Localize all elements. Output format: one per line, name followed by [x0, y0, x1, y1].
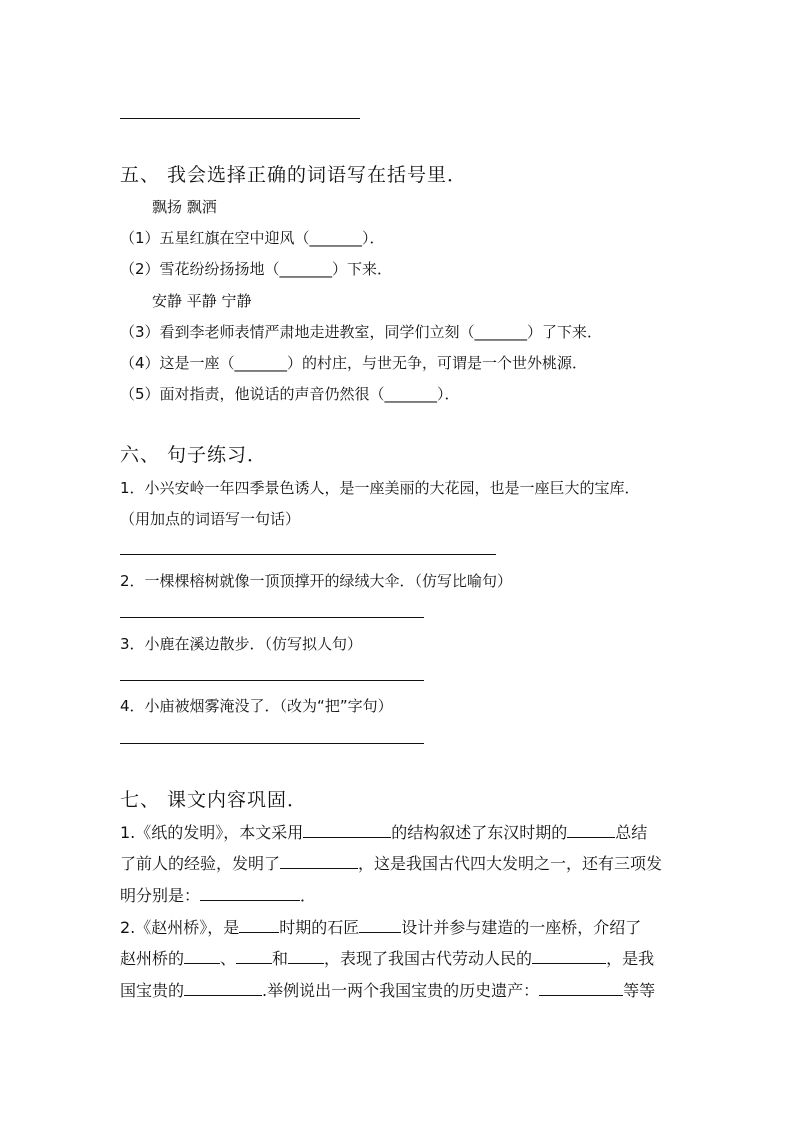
text: 2.《赵州桥》，是 — [120, 918, 240, 937]
blank[interactable] — [184, 949, 220, 964]
blank[interactable] — [236, 949, 272, 964]
blank[interactable] — [539, 981, 623, 996]
blank[interactable] — [303, 823, 391, 838]
text: 、 — [220, 949, 237, 968]
section-7-title: 七、 课文内容巩固． — [120, 789, 308, 811]
text: 赵州桥的 — [120, 949, 185, 968]
question-6-3: 3．小鹿在溪边散步．（仿写拟人句） — [120, 635, 363, 653]
question-7-1-line2 — [120, 851, 662, 874]
word-options-b: 安静 平静 宁静 — [152, 292, 252, 310]
text: 1.《纸的发明》，本文采用 — [120, 823, 304, 842]
text: 国宝贵的 — [120, 981, 185, 1000]
word-options-a: 飘扬 飘洒 — [152, 198, 217, 216]
blank[interactable] — [239, 918, 279, 933]
question-6-1-line1: 1．小兴安岭一年四季景色诱人，是一座美丽的大花园，也是一座巨大的宝库． — [120, 479, 640, 497]
question-6-4: 4．小庙被烟雾淹没了．（改为“把”字句） — [120, 697, 393, 715]
question-7-2-line2 — [120, 946, 654, 969]
text: ，是我 — [606, 949, 655, 968]
text: 等等 — [623, 981, 656, 1000]
question-7-1-line1 — [120, 820, 647, 843]
answer-line[interactable] — [120, 118, 360, 119]
text: 设计并参与建造的一座桥，介绍了 — [401, 918, 642, 937]
section-5-title: 五、 我会选择正确的词语写在括号里． — [120, 164, 468, 186]
text: 了前人的经验，发明了 — [120, 854, 281, 873]
answer-line-6-3[interactable] — [120, 680, 424, 681]
question-5-4: （4）这是一座（_______）的村庄，与世无争，可谓是一个世外桃源． — [120, 354, 588, 372]
question-5-5: （5）面对指责，他说话的声音仍然很（_______）． — [120, 385, 460, 403]
text: ． — [300, 886, 317, 905]
question-6-2: 2．一棵棵榕树就像一顶顶撑开的绿绒大伞．（仿写比喻句） — [120, 572, 513, 590]
answer-line-6-1[interactable] — [120, 554, 496, 555]
question-7-1-line3 — [120, 883, 316, 906]
answer-line-6-4[interactable] — [120, 743, 424, 744]
text: .举例说出一两个我国宝贵的历史遗产： — [262, 981, 540, 1000]
text: ，表现了我国古代劳动人民的 — [324, 949, 533, 968]
question-7-2-line3 — [120, 978, 655, 1001]
question-5-2: （2）雪花纷纷扬扬地（_______）下来． — [120, 260, 393, 278]
text: ，这是我国古代四大发明之一，还有三项发 — [358, 854, 663, 873]
text: 时期的石匠 — [279, 918, 360, 937]
text: 明分别是： — [120, 886, 201, 905]
blank[interactable] — [280, 854, 358, 869]
blank[interactable] — [288, 949, 324, 964]
blank[interactable] — [184, 981, 262, 996]
blank[interactable] — [532, 949, 606, 964]
question-5-1: （1）五星红旗在空中迎风（_______）． — [120, 229, 385, 247]
section-6-title: 六、 句子练习． — [120, 444, 268, 466]
blank[interactable] — [567, 823, 615, 838]
question-7-2-line1 — [120, 915, 641, 938]
text: 和 — [272, 949, 289, 968]
blank[interactable] — [200, 886, 300, 901]
blank[interactable] — [359, 918, 401, 933]
question-6-1-line2: （用加点的词语写一句话） — [120, 510, 301, 528]
question-5-3: （3）看到李老师表情严肃地走进教室，同学们立刻（_______）了下来． — [120, 323, 603, 341]
text: 的结构叙述了东汉时期的 — [391, 823, 568, 842]
answer-line-6-2[interactable] — [120, 617, 424, 618]
text: 总结 — [615, 823, 648, 842]
